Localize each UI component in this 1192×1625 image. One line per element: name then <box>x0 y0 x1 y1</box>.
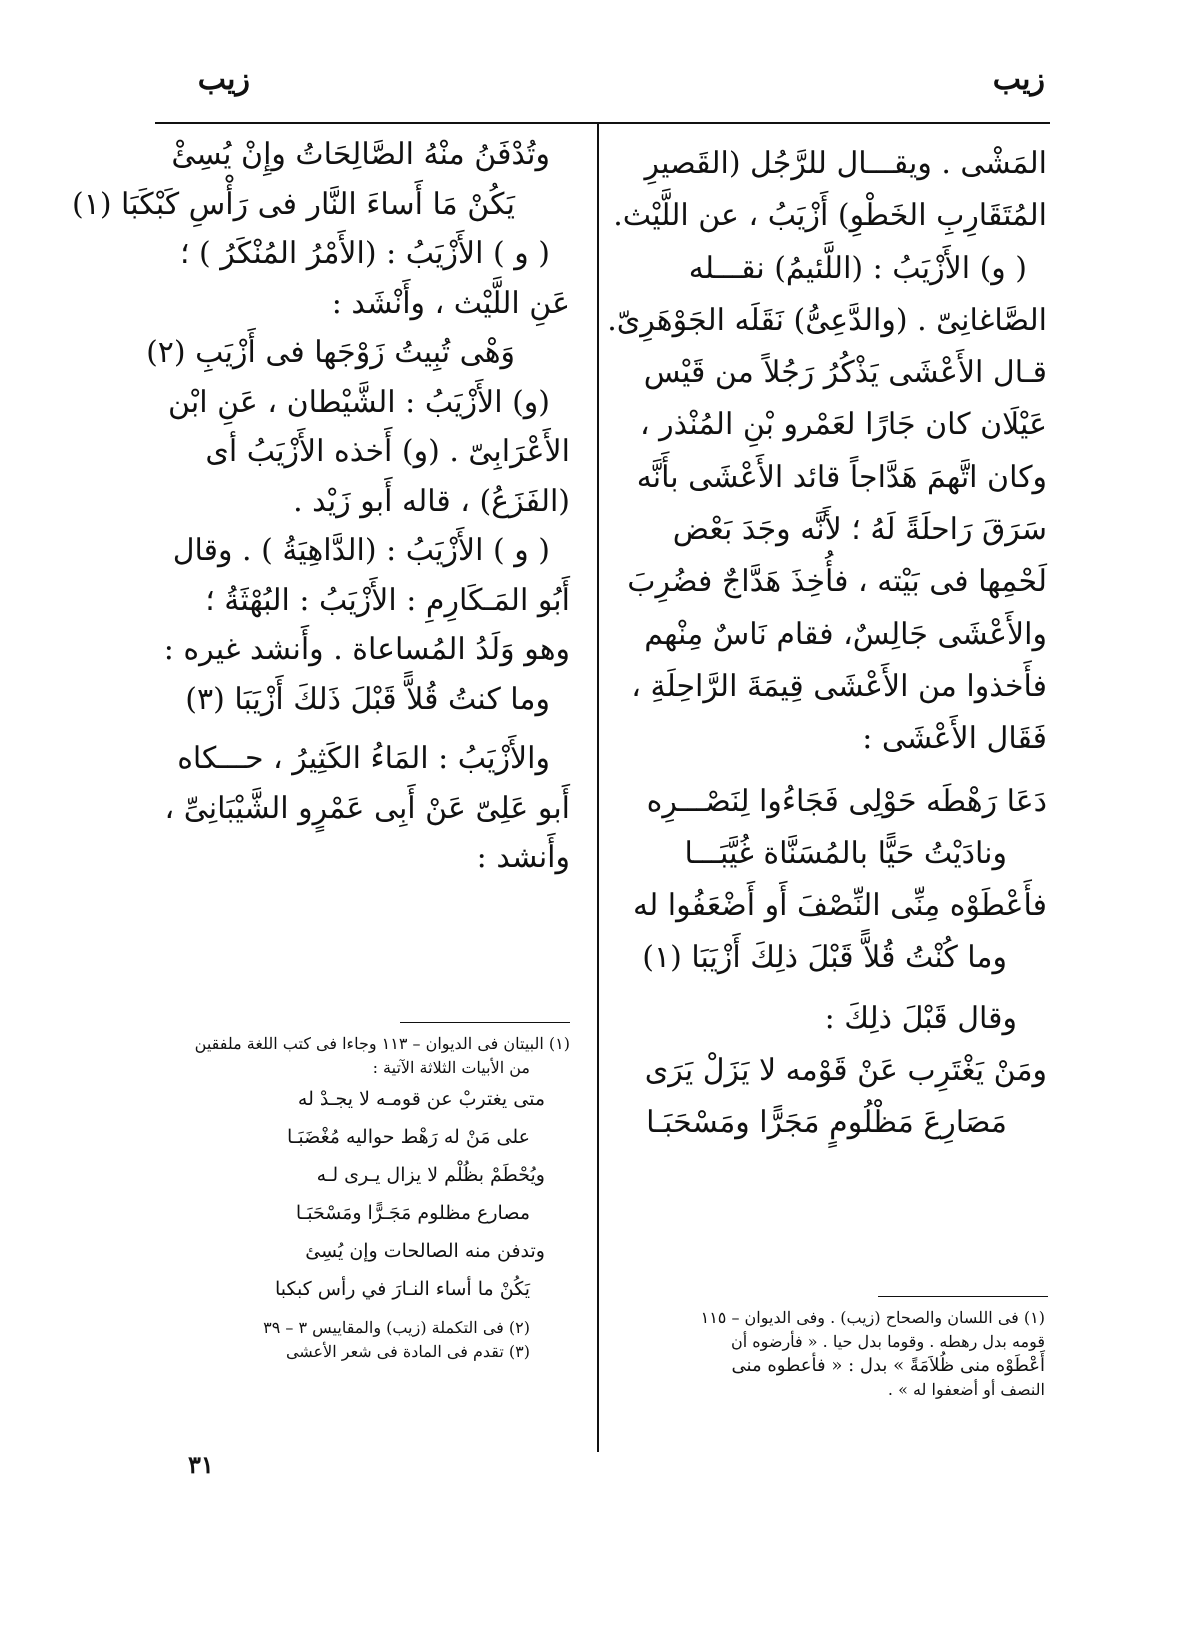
text-line: وأَنشد : <box>476 840 570 875</box>
text-line: ( و) الأَزْيَبُ : (اللَّئيمُ) نقـــله <box>688 250 1027 286</box>
text-line: عَيْلَان كان جَارًا لعَمْرو بْنِ المُنْذر ، <box>639 407 1047 443</box>
text-line: عَنِ اللَّيْث ، وأَنْشَد : <box>331 285 570 321</box>
text-line: (و) الأَزْيَبُ : الشَّيْطان ، عَنِ ابْن <box>168 384 550 420</box>
header-left-entry: زيب <box>197 62 250 97</box>
footnote-line: من الأبيات الثلاثة الآتية : <box>372 1058 530 1077</box>
verse-line: ونادَيْتُ حَيًّا بالمُسَنَّاة غُيَّبَـــا <box>684 835 1007 871</box>
verse-line: وما كنتُ قُلاًّ قَبْلَ ذَلكَ أَزْيَبَا (٣) <box>185 681 550 717</box>
text-line: سَرَقَ رَاحلَةً لَهُ ؛ لأَنَّه وجَدَ بَعْض <box>672 512 1047 548</box>
text-line: (الفَزَعُ) ، قاله أَبو زَيْد . <box>293 483 570 519</box>
footnote-line: (٢) فى التكملة (زيب) والمقاييس ٣ – ٣٩ <box>263 1318 530 1337</box>
text-line: ( و ) الأَزْيَبُ : (الأَمْرُ المُنْكَرُ ) ؛ <box>179 236 550 271</box>
text-line: قـال الأَعْشَى يَذْكُرُ رَجُلاً من قَيْس <box>643 355 1047 391</box>
footnote-verse: ويُحْطَمْ بظُلْم لا يزال يـرى لـه <box>316 1164 545 1186</box>
text-line: أَبو عَلِىّ عَنْ أَبِى عَمْرٍو الشَّيْبَانِىِّ ، <box>164 790 570 826</box>
footnote-verse: على مَنْ له رَهْط حواليه مُغْضَبَـا <box>287 1126 530 1148</box>
footnote-verse: يَكُنْ ما أساء النـارَ في رأس كبكبا <box>274 1278 530 1300</box>
footnote-verse: وتدفن منه الصالحات وإن يُسِئ <box>305 1240 545 1262</box>
text-line: والأَزْيَبُ : المَاءُ الكَثِيرُ ، حـــكاه <box>177 741 550 776</box>
header-rule <box>155 122 1050 124</box>
right-column <box>607 138 1047 1150</box>
footnote-line: النصف أو أضعفوا له » . <box>887 1380 1045 1399</box>
left-column <box>71 130 570 883</box>
text-line: المَشْى . ويقـــال للرَّجُل (القَصيرِ <box>644 146 1047 181</box>
text-line: المُتَقَارِبِ الخَطْوِ) أَزْيَبُ ، عن اللَّيْث. <box>613 198 1047 234</box>
text-line: ( و ) الأَزْيَبُ : (الدَّاهِيَةُ ) . وقال <box>172 533 550 568</box>
verse-line: دَعَا رَهْطَه حَوْلِى فَجَاءُوا لِنَصْـــرِه <box>646 783 1047 819</box>
verse-line: يَكُنْ مَا أَساءَ النَّار فى رَأْسِ كَبْكَبَا (١) <box>71 186 515 222</box>
column-divider <box>597 122 599 1452</box>
text-line: والأَعْشَى جَالِسٌ، فقام نَاسٌ مِنْهم <box>644 616 1047 652</box>
text-line: فَقَال الأَعْشَى : <box>862 721 1047 757</box>
verse-line: وَهْى تُبِيتُ زَوْجَها فى أَزْيَبِ (٢) <box>146 335 515 370</box>
footnote-line: أَعْطَوْه منى ظُلاَمَةً » بدل : « فأعطوه منى <box>731 1355 1045 1376</box>
header-right-entry: زيب <box>992 62 1045 97</box>
footnote-line: (١) فى اللسان والصحاح (زيب) . وفى الديوان – ١١٥ <box>700 1308 1045 1327</box>
text-line: لَحْمِها فى بَيْته ، فأُخِذَ هَدَّاجٌ فضُرِبَ <box>627 564 1047 600</box>
page-number: ٣١ <box>188 1450 214 1479</box>
footnote-line: (٣) تقدم فى المادة فى شعر الأعشى <box>285 1342 530 1361</box>
verse-line: وما كُنْتُ قُلاًّ قَبْلَ ذلِكَ أَزْيَبَا (١) <box>642 940 1007 976</box>
verse-line: ومَنْ يَغْتَرِب عَنْ قَوْمه لا يَزَلْ يَرَى <box>644 1053 1047 1089</box>
right-footnote-rule <box>878 1296 1048 1297</box>
left-footnote-rule <box>400 1022 570 1023</box>
verse-line: فأَعْطَوْه مِنِّى النِّصْفَ أَو أَضْعَفُوا له <box>633 888 1047 924</box>
footnote-verse: متى يغتربْ عن قومـه لا يجـدْ له <box>297 1088 545 1110</box>
text-line: الأَعْرَابِىّ . (و) أَخذه الأَزْيَبُ أى <box>205 434 570 469</box>
text-line: الصَّاغانِىّ . (والدَّعِىُّ) نَقَلَه الجَوْهَرِىّ. <box>607 302 1047 338</box>
footnote-line: قومه بدل رهطه . وقوما بدل حيا . « فأرضوه أن <box>730 1332 1045 1351</box>
footnote-line: (١) البيتان فى الديوان – ١١٣ وجاءا فى كتب اللغة ملفقين <box>194 1034 570 1053</box>
text-line: فأَخذوا من الأَعْشَى قِيمَةَ الرَّاحِلَةِ ، <box>631 668 1047 704</box>
text-line: وهو وَلَدُ المُساعاة . وأَنشد غيره : <box>163 632 570 667</box>
verse-line: وتُدْفَنُ منْهُ الصَّالِحَاتُ وإِنْ يُسِئْ <box>171 137 550 172</box>
footnote-verse: مصارع مظلوم مَجَـرًّا ومَسْحَبَـا <box>295 1202 530 1224</box>
left-footnotes <box>130 1032 570 1364</box>
text-line: وقال قَبْلَ ذلِكَ : <box>824 1000 1017 1036</box>
right-footnotes <box>615 1306 1045 1402</box>
text-line: وكان اتَّهمَ هَدَّاجاً قائد الأَعْشَى بأَنَّه <box>636 459 1047 495</box>
text-line: أَبُو المَـكَارِمِ : الأَزْيَبُ : البُهْثَةُ ؛ <box>205 582 570 618</box>
verse-line: مَصَارِعَ مَظْلُومٍ مَجَرًّا ومَسْحَبَـا <box>646 1105 1007 1141</box>
